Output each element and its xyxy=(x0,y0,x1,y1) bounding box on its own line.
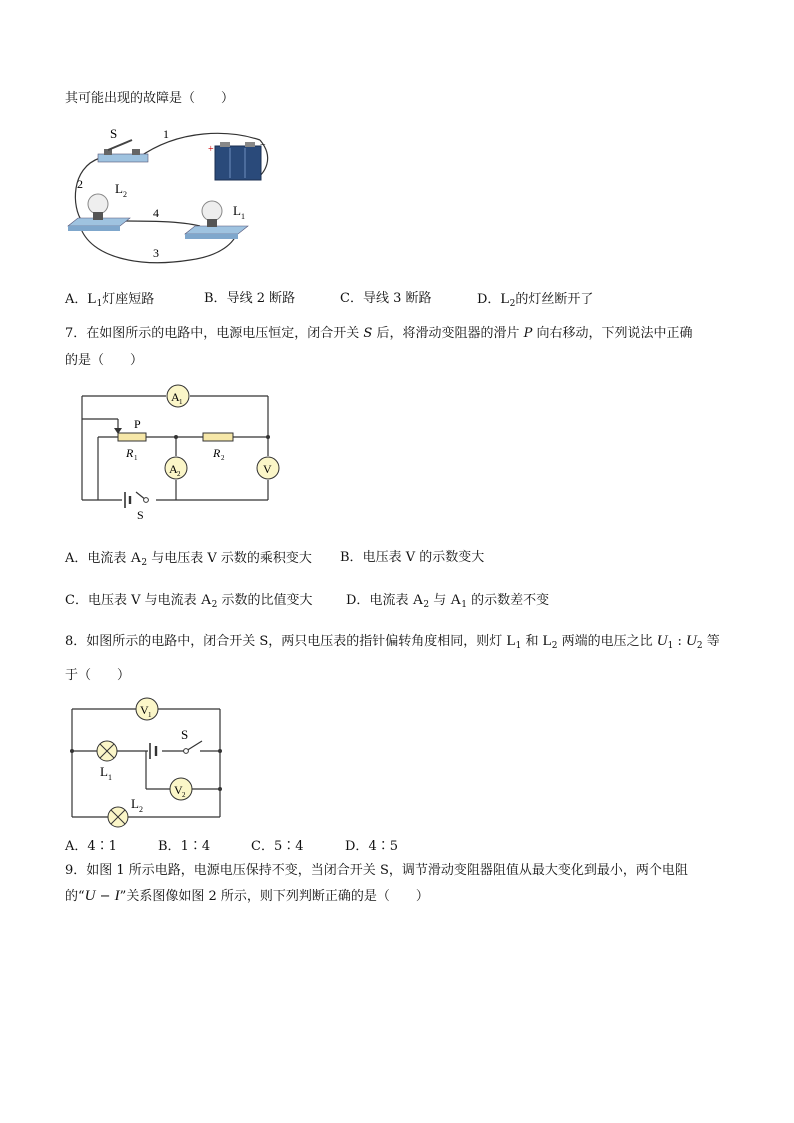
svg-text:L: L xyxy=(131,796,139,811)
svg-text:+: + xyxy=(208,144,214,155)
svg-text:1: 1 xyxy=(108,773,112,782)
svg-text:V: V xyxy=(263,462,272,476)
q6-option-b[interactable]: B．导线 2 断路 xyxy=(204,291,296,306)
q8-option-c[interactable]: C．5∶4 xyxy=(251,839,304,854)
q6-option-a[interactable]: A．$L_1$灯座短路 xyxy=(65,291,155,309)
svg-text:1: 1 xyxy=(163,127,169,141)
q8-option-a[interactable]: A．4∶1 xyxy=(65,839,117,854)
svg-text:1: 1 xyxy=(148,711,152,719)
svg-text:−: − xyxy=(260,140,266,151)
svg-text:2: 2 xyxy=(139,805,143,814)
q9-stem-line2: 的“U − I”关系图像如图 2 所示，则下列判断正确的是（ ） xyxy=(65,888,429,904)
svg-text:1: 1 xyxy=(134,454,138,462)
q8-stem-line2: 于（ ） xyxy=(65,668,131,683)
svg-text:S: S xyxy=(181,727,189,742)
svg-text:L: L xyxy=(100,764,108,779)
svg-text:3: 3 xyxy=(153,246,159,260)
q7-option-d[interactable]: D．电流表 $A_2$ 与 $A_1$ 的示数差不变 xyxy=(346,592,550,610)
svg-text:1: 1 xyxy=(179,398,183,406)
svg-text:4: 4 xyxy=(153,206,159,220)
q7-option-c[interactable]: C．电压表 V 与电流表 $A_2$ 示数的比值变大 xyxy=(65,592,313,610)
svg-text:2: 2 xyxy=(221,454,225,462)
svg-text:A: A xyxy=(171,390,180,404)
q7-circuit-figure xyxy=(78,382,278,522)
svg-text:V: V xyxy=(174,783,183,797)
q8-stem-line1: 8．如图所示的电路中，闭合开关 S，两只电压表的指针偏转角度相同，则灯 $L_1$ 和 $L_2$ 两端的电压之比 $U_1$ : $U_2$ 等 xyxy=(65,633,720,651)
q9-stem-line1: 9．如图 1 所示电路，电源电压保持不变，当闭合开关 S，调节滑动变阻器阻值从最大变化到最小，两个电阻 xyxy=(65,863,688,878)
svg-text:P: P xyxy=(134,417,141,431)
q6-stem: 其可能出现的故障是（ ） xyxy=(65,91,235,106)
svg-text:2: 2 xyxy=(182,791,186,799)
svg-text:V: V xyxy=(140,703,149,717)
svg-text:L: L xyxy=(115,181,123,196)
q8-circuit-figure xyxy=(66,695,226,831)
svg-text:A: A xyxy=(169,462,178,476)
svg-text:S: S xyxy=(137,508,144,522)
svg-text:2: 2 xyxy=(123,190,127,199)
q7-stem-line2: 的是（ ） xyxy=(65,353,144,368)
svg-text:2: 2 xyxy=(177,470,181,478)
q7-stem-line1: 7．在如图所示的电路中，电源电压恒定，闭合开关 S 后，将滑动变阻器的滑片 P 向右移动，下列说法中正确 xyxy=(65,326,693,341)
q6-option-c[interactable]: C．导线 3 断路 xyxy=(340,291,432,306)
q6-option-d[interactable]: D．$L_2$的灯丝断开了 xyxy=(477,291,594,309)
svg-text:2: 2 xyxy=(77,177,83,191)
svg-text:L: L xyxy=(233,203,241,218)
svg-text:R: R xyxy=(126,446,134,460)
q8-option-b[interactable]: B．1∶4 xyxy=(158,839,211,854)
q8-option-d[interactable]: D．4∶5 xyxy=(345,839,398,854)
q7-option-b[interactable]: B．电压表 V 的示数变大 xyxy=(340,550,485,565)
q7-option-a[interactable]: A．电流表 $A_2$ 与电压表 V 示数的乘积变大 xyxy=(65,550,312,568)
label-s: S xyxy=(110,126,118,141)
q6-circuit-figure xyxy=(60,118,320,268)
svg-text:R: R xyxy=(213,446,221,460)
svg-text:1: 1 xyxy=(241,212,245,221)
